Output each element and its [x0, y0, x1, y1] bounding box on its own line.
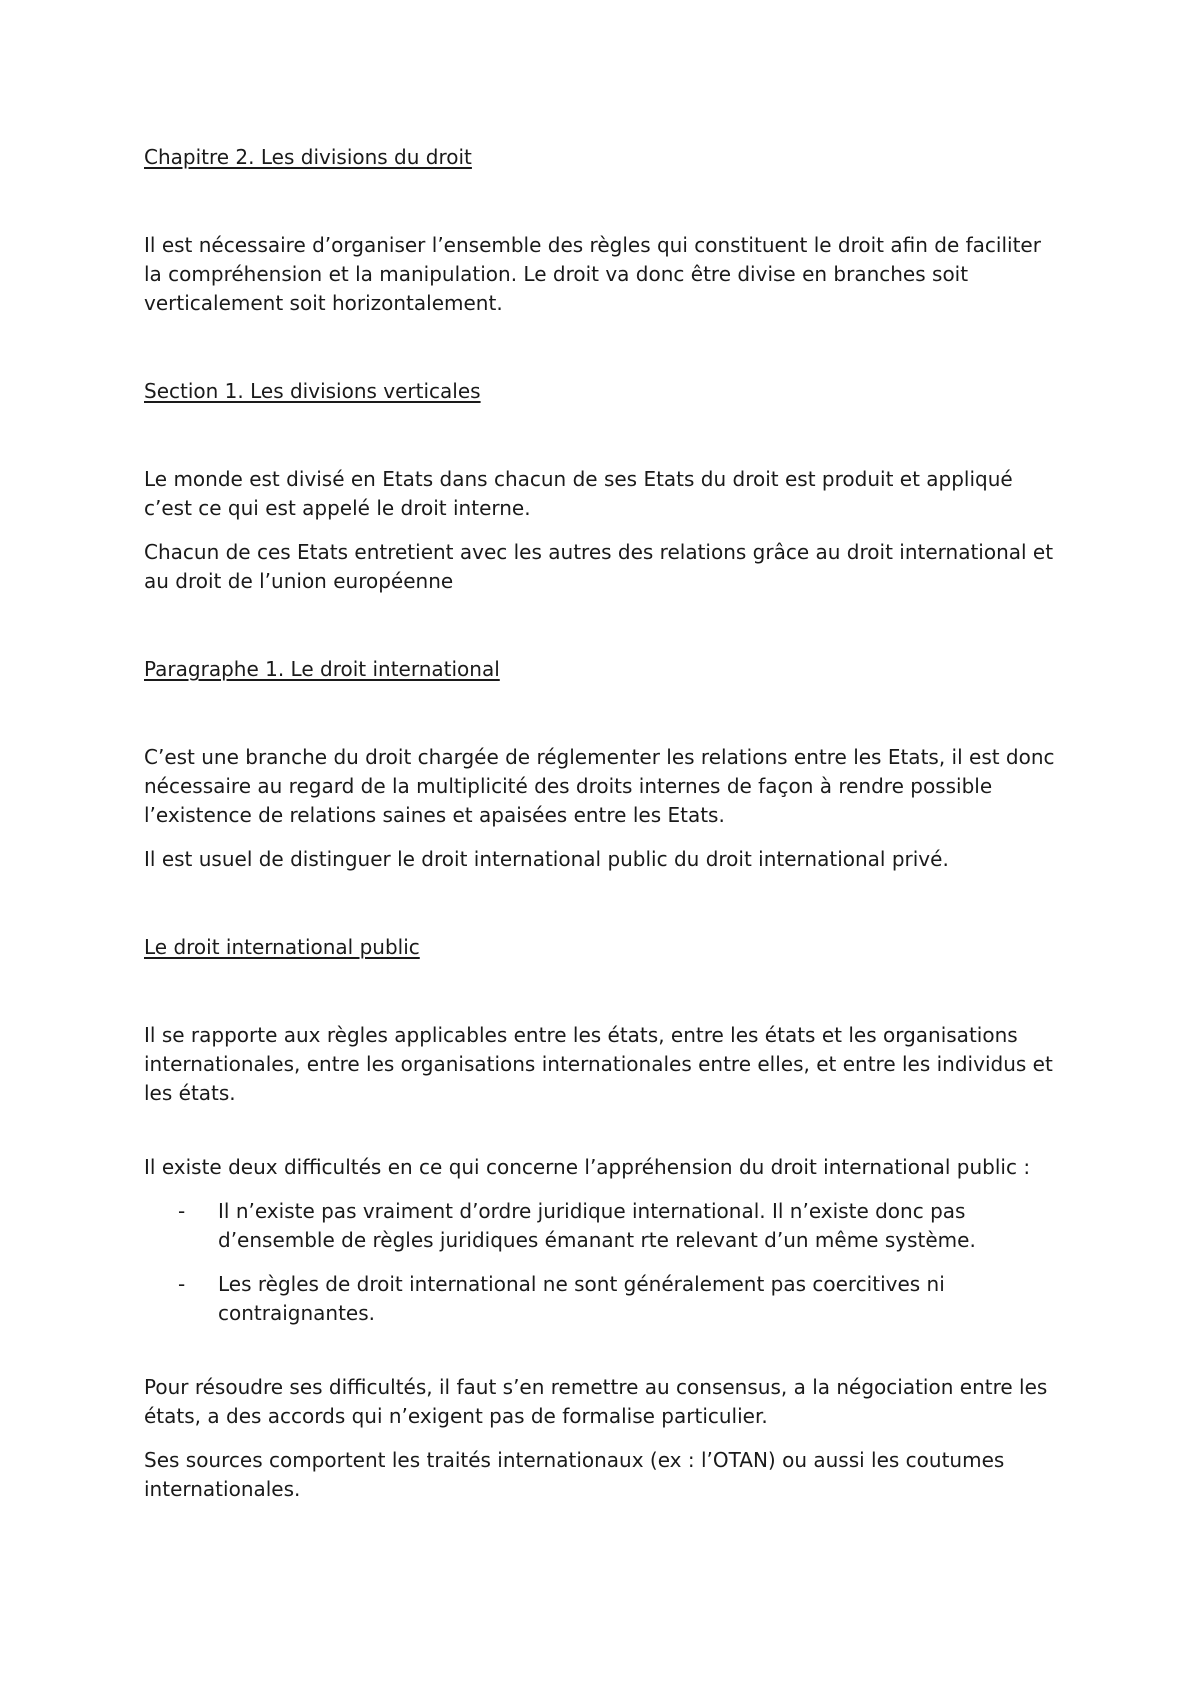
paragraph-title: Paragraphe 1. Le droit international — [144, 657, 500, 681]
dash-bullet: - — [178, 1199, 186, 1223]
section-title: Section 1. Les divisions verticales — [144, 379, 481, 403]
public-paragraph-3: Pour résoudre ses difficultés, il faut s’en remettre au consensus, a la négociation entre les états, a des accords qui n’exigent pas de formalise particulier. — [144, 1375, 1048, 1428]
list-item — [144, 1197, 1064, 1255]
document-body — [144, 143, 1064, 1504]
paragraph-text-2: Il est usuel de distinguer le droit international public du droit international privé. — [144, 847, 949, 871]
list-item-text: Il n’existe pas vraiment d’ordre juridique international. Il n’existe donc pas d’ensemble de règles juridiques émanant rte relevant d’un même système. — [218, 1199, 976, 1252]
dash-bullet: - — [178, 1272, 186, 1296]
subsection-title: Le droit international public — [144, 935, 420, 959]
chapter-title: Chapitre 2. Les divisions du droit — [144, 145, 472, 169]
section-paragraph-2: Chacun de ces Etats entretient avec les autres des relations grâce au droit international et au droit de l’union européenne — [144, 540, 1054, 593]
intro-paragraph: Il est nécessaire d’organiser l’ensemble des règles qui constituent le droit afin de faciliter la compréhension et la manipulation. Le droit va donc être divise en branches soit verticalement soit horizontalement. — [144, 233, 1041, 315]
difficulties-list — [144, 1197, 1064, 1328]
section-paragraph-1: Le monde est divisé en Etats dans chacun de ses Etats du droit est produit et appliqué c’est ce qui est appelé le droit interne. — [144, 467, 1013, 520]
public-paragraph-1: Il se rapporte aux règles applicables entre les états, entre les états et les organisations internationales, entre les organisations internationales entre elles, et entre les individus et les états. — [144, 1023, 1053, 1105]
list-item-text: Les règles de droit international ne sont généralement pas coercitives ni contraignantes. — [218, 1272, 945, 1325]
paragraph-text-1: C’est une branche du droit chargée de réglementer les relations entre les Etats, il est donc nécessaire au regard de la multiplicité des droits internes de façon à rendre possible l’existence de relations saines et apaisées entre les Etats. — [144, 745, 1055, 827]
public-paragraph-4: Ses sources comportent les traités internationaux (ex : l’OTAN) ou aussi les coutumes internationales. — [144, 1448, 1005, 1501]
list-item — [144, 1270, 1064, 1328]
public-paragraph-2: Il existe deux difficultés en ce qui concerne l’appréhension du droit international public : — [144, 1155, 1031, 1179]
